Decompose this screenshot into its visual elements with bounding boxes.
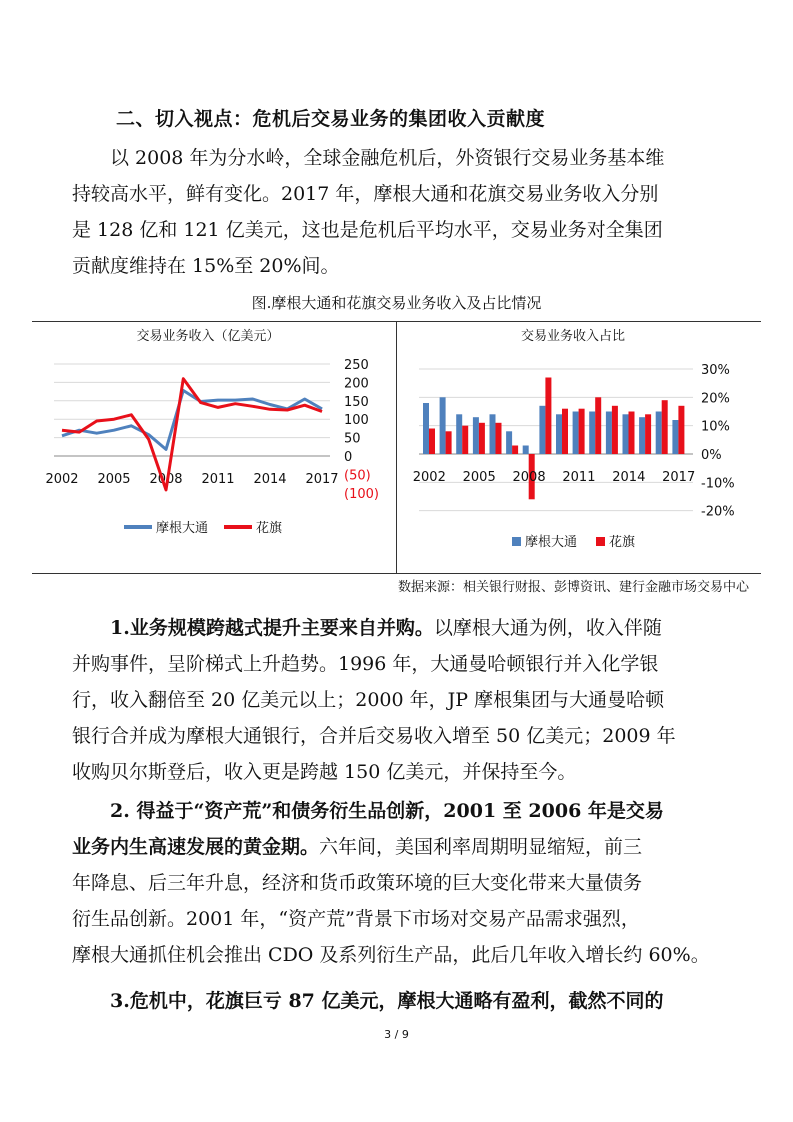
paragraph-line: 收购贝尔斯登后，收入更是跨越 150 亿美元，并保持至今。 — [72, 761, 577, 783]
paragraph-line: 并购事件，呈阶梯式上升趋势。1996 年，大通曼哈顿银行并入化学银 — [72, 653, 659, 675]
bar-citi — [496, 423, 502, 454]
bar-jpm — [623, 414, 629, 454]
x-tick-label: 2008 — [512, 470, 546, 485]
bar-citi — [629, 412, 635, 455]
paragraph-bold-lead: 1.业务规模跨越式提升主要来自并购。 — [110, 617, 434, 639]
figure-title: 图.摩根大通和花旗交易业务收入及占比情况 — [251, 294, 542, 312]
legend-label-jpm: 摩根大通 — [156, 521, 209, 536]
bar-jpm — [490, 414, 496, 454]
bar-jpm — [589, 412, 595, 455]
page-number: 3 / 9 — [384, 1028, 409, 1041]
intro-paragraph — [72, 140, 722, 284]
paragraph-line: 年降息、后三年升息，经济和货币政策环境的巨大变化带来大量债务 — [72, 872, 643, 894]
bar-citi — [429, 429, 435, 455]
x-tick-label: 2002 — [45, 472, 79, 487]
bar-jpm — [456, 414, 462, 454]
y-tick-label: 100 — [344, 413, 369, 429]
figure-source: 数据来源：相关银行财报、彭博资讯、建行金融市场交易中心 — [397, 580, 749, 595]
bar-jpm — [639, 417, 645, 454]
y-tick-label: (50) — [344, 468, 371, 484]
paragraph-line — [72, 829, 722, 865]
bar-citi — [562, 409, 568, 454]
bar-citi — [662, 400, 668, 454]
paragraph-line: 衍生品创新。2001 年，“资产荒”背景下市场对交易产品需求强烈， — [72, 908, 640, 930]
bar-jpm — [539, 406, 545, 454]
intro-line: 持较高水平，鲜有变化。2017 年，摩根大通和花旗交易业务收入分别 — [72, 183, 659, 205]
legend-swatch-jpm — [512, 537, 521, 546]
paragraph-bold-lead: 业务内生高速发展的黄金期。 — [72, 836, 320, 858]
paragraph-bold-lead: 3.危机中，花旗巨亏 87 亿美元，摩根大通略有盈利，截然不同的 — [110, 990, 664, 1012]
share-bar-chart — [397, 322, 761, 572]
y-tick-label: 50 — [344, 431, 361, 447]
x-tick-label: 2011 — [201, 472, 235, 487]
bar-jpm — [523, 446, 529, 455]
bar-jpm — [440, 397, 446, 454]
bar-citi — [545, 378, 551, 455]
bar-citi — [645, 414, 651, 454]
paragraph-text: 以摩根大通为例，收入伴随 — [433, 617, 662, 639]
y-tick-label: 0 — [344, 450, 353, 465]
x-tick-label: 2011 — [562, 470, 596, 485]
x-tick-label: 2014 — [253, 472, 287, 487]
x-tick-label: 2014 — [612, 470, 646, 485]
bar-jpm — [606, 412, 612, 455]
chart-title: 交易业务收入（亿美元） — [136, 329, 280, 344]
bar-citi — [462, 426, 468, 454]
bar-citi — [678, 406, 684, 454]
x-tick-label: 2002 — [412, 470, 446, 485]
bar-jpm — [672, 420, 678, 454]
intro-line: 是 128 亿和 121 亿美元，这也是危机后平均水平，交易业务对全集团 — [72, 219, 663, 241]
intro-line: 贡献度维持在 15%至 20%间。 — [72, 255, 340, 277]
bar-citi — [479, 423, 485, 454]
paragraph-line: 银行合并成为摩根大通银行，合并后交易收入增至 50 亿美元；2009 年 — [72, 725, 676, 747]
bar-jpm — [556, 414, 562, 454]
bar-citi — [446, 431, 452, 454]
paragraph-line: 摩根大通抓住机会推出 CDO 及系列衍生产品，此后几年收入增长约 60%。 — [72, 944, 710, 966]
bar-jpm — [573, 412, 579, 455]
x-tick-label: 2017 — [662, 470, 696, 485]
bar-jpm — [423, 403, 429, 454]
y-tick-label: -10% — [701, 476, 735, 492]
intro-line: 以 2008 年为分水岭，全球金融危机后，外资银行交易业务基本维 — [110, 147, 665, 169]
paragraph-bold-lead: 2. 得益于“资产荒”和债务衍生品创新，2001 至 2006 年是交易 — [110, 800, 664, 822]
paragraph-line — [72, 610, 722, 646]
legend-label-citi: 花旗 — [256, 521, 283, 536]
revenue-line-chart — [32, 322, 396, 572]
y-tick-label: 20% — [701, 391, 730, 407]
x-tick-label: 2005 — [97, 472, 131, 487]
bar-citi — [595, 397, 601, 454]
bar-citi — [579, 409, 585, 454]
x-tick-label: 2017 — [305, 472, 339, 487]
y-tick-label: 0% — [701, 448, 722, 463]
legend-label-jpm: 摩根大通 — [525, 535, 578, 550]
y-tick-label: 10% — [701, 419, 730, 435]
paragraph-2 — [72, 793, 722, 973]
bar-jpm — [473, 417, 479, 454]
legend-swatch-citi — [596, 537, 605, 546]
chart-title: 交易业务收入占比 — [520, 329, 626, 344]
bar-citi — [612, 406, 618, 454]
paragraph-line — [72, 793, 722, 829]
paragraph-line — [72, 983, 722, 1019]
y-tick-label: (100) — [344, 486, 379, 502]
y-tick-label: 250 — [344, 358, 369, 373]
y-tick-label: 30% — [701, 363, 730, 378]
y-tick-label: 150 — [344, 394, 369, 410]
section-heading: 二、切入视点：危机后交易业务的集团收入贡献度 — [116, 108, 546, 130]
y-tick-label: 200 — [344, 376, 369, 392]
paragraph-1 — [72, 610, 722, 790]
bar-jpm — [656, 412, 662, 455]
paragraph-text: 六年间，美国利率周期明显缩短，前三 — [319, 836, 643, 858]
bar-citi — [512, 446, 518, 455]
paragraph-line: 行，收入翻倍至 20 亿美元以上；2000 年，JP 摩根集团与大通曼哈顿 — [72, 689, 665, 711]
figure-bottom-rule — [32, 573, 761, 574]
x-tick-label: 2008 — [149, 472, 183, 487]
legend-label-citi: 花旗 — [609, 535, 636, 550]
bar-jpm — [506, 431, 512, 454]
paragraph-3 — [72, 983, 722, 1019]
x-tick-label: 2005 — [462, 470, 496, 485]
y-tick-label: -20% — [701, 504, 735, 520]
